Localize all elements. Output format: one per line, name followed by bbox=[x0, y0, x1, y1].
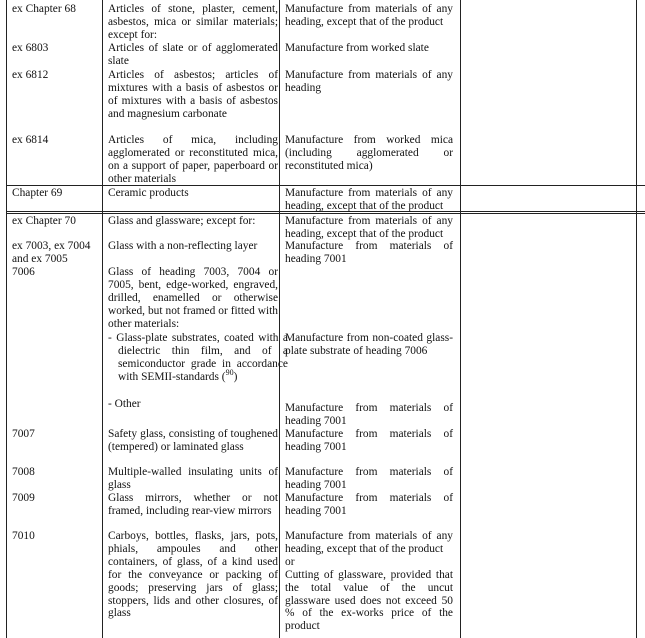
product-description: Articles of stone, plaster, cement, asbestos, mica or similar materials; except for: bbox=[108, 3, 278, 41]
working-rule: Manufacture from non-coated glass-plate substrate of heading 7006 bbox=[285, 332, 453, 357]
heading-code: 7009 bbox=[12, 492, 35, 504]
heading-code: Chapter 69 bbox=[12, 187, 63, 199]
working-rule: Manufacture from materials of any heading, except that of the product bbox=[285, 187, 453, 212]
product-description: Articles of slate or of agglomerated slate bbox=[108, 42, 278, 67]
table-border-left bbox=[6, 0, 7, 638]
heading-code: 7010 bbox=[12, 530, 35, 542]
sub-item-description: - Other bbox=[108, 398, 141, 410]
heading-code: 7008 bbox=[12, 466, 35, 478]
product-description: Glass of heading 7003, 7004 or 7005, bent, edge-worked, engraved, drilled, enamelled or otherwise worked, but not framed or fitted with other materials: bbox=[108, 266, 278, 330]
heading-code: ex Chapter 68 bbox=[12, 3, 76, 15]
heading-code: ex 6812 bbox=[12, 69, 49, 81]
working-rule bbox=[285, 530, 453, 633]
rule-or: or bbox=[285, 555, 295, 568]
sub-item-description: - Glass-plate substrates, coated with a dielectric thin film, and of a semiconductor grade in accordance with SEMII-standards ($^{90}$) bbox=[108, 332, 288, 383]
heading-code: ex 7003, ex 7004 and ex 7005 bbox=[12, 240, 91, 265]
working-rule: Manufacture from materials of any heading, except that of the product bbox=[285, 3, 453, 28]
working-rule: Manufacture from materials of any heading, except that of the product bbox=[285, 215, 453, 240]
sub-item-text: Glass-plate substrates, coated with a dielectric thin film, and of a semiconductor grade in accordance with SEMII-standards bbox=[116, 332, 288, 383]
heading-code: 7006 bbox=[12, 266, 35, 278]
column-divider-3 bbox=[460, 0, 461, 638]
row-separator bbox=[6, 185, 645, 186]
rule-alternative: Cutting of glassware, provided that the total value of the uncut glassware used does not exceed 50 % of the ex-works price of the product bbox=[285, 568, 453, 633]
rule-primary: Manufacture from materials of any heading, except that of the product bbox=[285, 530, 453, 555]
working-rule: Manufacture from materials of heading 7001 bbox=[285, 402, 453, 427]
heading-code: ex 6814 bbox=[12, 134, 49, 146]
table-border-right bbox=[636, 0, 637, 638]
footnote-ref: 90 bbox=[225, 367, 234, 377]
product-description: Multiple-walled insulating units of glass bbox=[108, 466, 278, 491]
sub-item-text: Other bbox=[114, 398, 141, 410]
product-description: Safety glass, consisting of toughened (tempered) or laminated glass bbox=[108, 428, 278, 453]
working-rule: Manufacture from worked mica (including agglomerated or reconstituted mica) bbox=[285, 134, 453, 172]
working-rule: Manufacture from materials of heading 7001 bbox=[285, 240, 453, 265]
column-divider-2 bbox=[279, 0, 280, 638]
product-description: Articles of asbestos; articles of mixtures with a basis of asbestos or of mixtures with a basis of asbestos and magnesium carbonate bbox=[108, 69, 278, 120]
product-description: Glass with a non-reflecting layer bbox=[108, 240, 258, 252]
heading-code: ex 6803 bbox=[12, 42, 49, 54]
working-rule: Manufacture from materials of heading 7001 bbox=[285, 428, 453, 453]
product-description: Carboys, bottles, flasks, jars, pots, phials, ampoules and other containers, of glass, of a kind used for the conveyance or packing of goods; preserving jars of glass; stoppers, lids and other closures, of glass bbox=[108, 530, 278, 620]
working-rule: Manufacture from materials of heading 7001 bbox=[285, 466, 453, 491]
working-rule: Manufacture from materials of heading 7001 bbox=[285, 492, 453, 517]
product-description: Ceramic products bbox=[108, 187, 189, 199]
column-divider-1 bbox=[102, 0, 103, 638]
product-description: Glass and glassware; except for: bbox=[108, 215, 256, 227]
working-rule: Manufacture from worked slate bbox=[285, 42, 429, 54]
product-description: Glass mirrors, whether or not framed, including rear-view mirrors bbox=[108, 492, 278, 517]
row-separator bbox=[6, 213, 645, 214]
heading-code: ex Chapter 70 bbox=[12, 215, 76, 227]
working-rule: Manufacture from materials of any heading bbox=[285, 69, 453, 94]
heading-code: 7007 bbox=[12, 428, 35, 440]
product-description: Articles of mica, including agglomerated or reconstituted mica, on a support of paper, paperboard or other materials bbox=[108, 134, 278, 185]
